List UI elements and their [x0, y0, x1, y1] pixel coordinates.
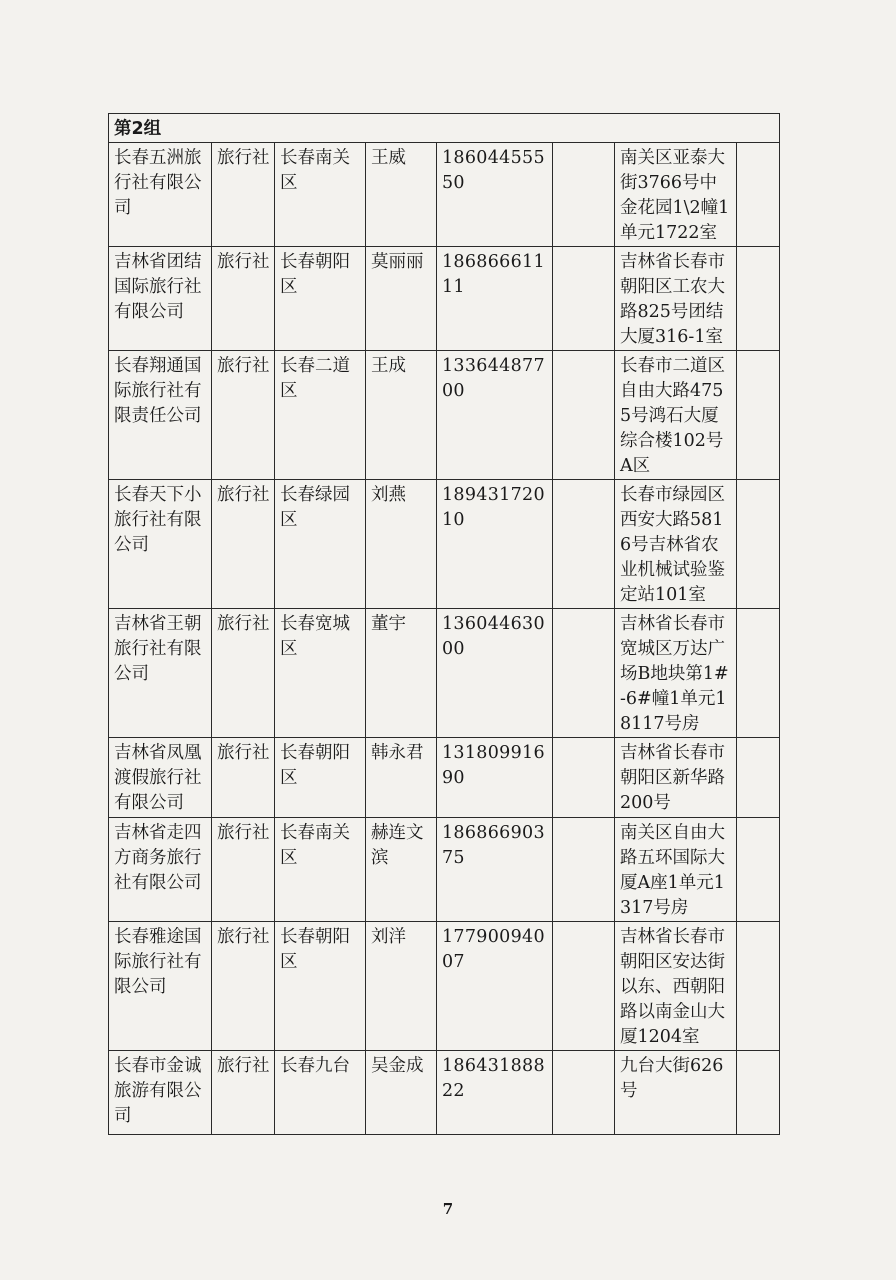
- contact-person-cell: 王威: [366, 143, 437, 247]
- phone-number-cell: 18686690375: [437, 818, 553, 922]
- agency-type-cell: 旅行社: [212, 609, 275, 738]
- contact-person-cell: 刘洋: [366, 922, 437, 1051]
- blank-cell: [553, 738, 615, 818]
- group-header-row: [109, 114, 780, 143]
- trailing-blank-cell: [737, 738, 780, 818]
- blank-cell: [553, 1051, 615, 1135]
- district-cell: 长春朝阳区: [275, 922, 366, 1051]
- company-name-cell: 长春市金诚旅游有限公司: [109, 1051, 212, 1135]
- table-row: [109, 609, 780, 738]
- district-cell: 长春朝阳区: [275, 247, 366, 351]
- address-cell: 九台大街626号: [615, 1051, 737, 1135]
- table-row: [109, 738, 780, 818]
- table-row: [109, 1051, 780, 1135]
- trailing-blank-cell: [737, 247, 780, 351]
- district-cell: 长春南关区: [275, 818, 366, 922]
- table-row: [109, 818, 780, 922]
- district-cell: 长春绿园区: [275, 480, 366, 609]
- phone-number-cell: 13364487700: [437, 351, 553, 480]
- contact-person-cell: 韩永君: [366, 738, 437, 818]
- address-cell: 吉林省长春市宽城区万达广场B地块第1#-6#幢1单元18117号房: [615, 609, 737, 738]
- address-cell: 南关区自由大路五环国际大厦A座1单元1317号房: [615, 818, 737, 922]
- agency-type-cell: 旅行社: [212, 1051, 275, 1135]
- contact-person-cell: 莫丽丽: [366, 247, 437, 351]
- district-cell: 长春九台: [275, 1051, 366, 1135]
- blank-cell: [553, 922, 615, 1051]
- agency-type-cell: 旅行社: [212, 818, 275, 922]
- trailing-blank-cell: [737, 480, 780, 609]
- district-cell: 长春宽城区: [275, 609, 366, 738]
- agency-type-cell: 旅行社: [212, 922, 275, 1051]
- travel-agency-table: [108, 113, 780, 1135]
- phone-number-cell: 18643188822: [437, 1051, 553, 1135]
- phone-number-cell: 18686661111: [437, 247, 553, 351]
- district-cell: 长春南关区: [275, 143, 366, 247]
- blank-cell: [553, 351, 615, 480]
- address-cell: 长春市二道区自由大路4755号鸿石大厦综合楼102号A区: [615, 351, 737, 480]
- phone-number-cell: 18604455550: [437, 143, 553, 247]
- contact-person-cell: 王成: [366, 351, 437, 480]
- agency-type-cell: 旅行社: [212, 143, 275, 247]
- table-row: [109, 247, 780, 351]
- address-cell: 吉林省长春市朝阳区安达街以东、西朝阳路以南金山大厦1204室: [615, 922, 737, 1051]
- company-name-cell: 吉林省走四方商务旅行社有限公司: [109, 818, 212, 922]
- agency-type-cell: 旅行社: [212, 351, 275, 480]
- group-label: 第2组: [109, 114, 780, 143]
- agency-type-cell: 旅行社: [212, 480, 275, 609]
- table-body: [109, 114, 780, 1135]
- address-cell: 长春市绿园区西安大路5816号吉林省农业机械试验鉴定站101室: [615, 480, 737, 609]
- company-name-cell: 吉林省团结国际旅行社有限公司: [109, 247, 212, 351]
- trailing-blank-cell: [737, 143, 780, 247]
- address-cell: 南关区亚泰大街3766号中金花园1\2幢1单元1722室: [615, 143, 737, 247]
- table-row: [109, 480, 780, 609]
- contact-person-cell: 赫连文滨: [366, 818, 437, 922]
- agency-type-cell: 旅行社: [212, 247, 275, 351]
- agency-type-cell: 旅行社: [212, 738, 275, 818]
- contact-person-cell: 董宇: [366, 609, 437, 738]
- company-name-cell: 长春天下小旅行社有限公司: [109, 480, 212, 609]
- trailing-blank-cell: [737, 609, 780, 738]
- page-number: 7: [442, 1200, 454, 1218]
- table-row: [109, 143, 780, 247]
- trailing-blank-cell: [737, 1051, 780, 1135]
- address-cell: 吉林省长春市朝阳区工农大路825号团结大厦316-1室: [615, 247, 737, 351]
- phone-number-cell: 13604463000: [437, 609, 553, 738]
- blank-cell: [553, 609, 615, 738]
- company-name-cell: 吉林省凤凰渡假旅行社有限公司: [109, 738, 212, 818]
- blank-cell: [553, 480, 615, 609]
- company-name-cell: 吉林省王朝旅行社有限公司: [109, 609, 212, 738]
- address-cell: 吉林省长春市朝阳区新华路200号: [615, 738, 737, 818]
- blank-cell: [553, 143, 615, 247]
- contact-person-cell: 吴金成: [366, 1051, 437, 1135]
- trailing-blank-cell: [737, 818, 780, 922]
- blank-cell: [553, 247, 615, 351]
- phone-number-cell: 17790094007: [437, 922, 553, 1051]
- phone-number-cell: 13180991690: [437, 738, 553, 818]
- blank-cell: [553, 818, 615, 922]
- company-name-cell: 长春五洲旅行社有限公司: [109, 143, 212, 247]
- district-cell: 长春二道区: [275, 351, 366, 480]
- trailing-blank-cell: [737, 351, 780, 480]
- table-row: [109, 922, 780, 1051]
- contact-person-cell: 刘燕: [366, 480, 437, 609]
- company-name-cell: 长春雅途国际旅行社有限公司: [109, 922, 212, 1051]
- district-cell: 长春朝阳区: [275, 738, 366, 818]
- trailing-blank-cell: [737, 922, 780, 1051]
- table-row: [109, 351, 780, 480]
- company-name-cell: 长春翔通国际旅行社有限责任公司: [109, 351, 212, 480]
- phone-number-cell: 18943172010: [437, 480, 553, 609]
